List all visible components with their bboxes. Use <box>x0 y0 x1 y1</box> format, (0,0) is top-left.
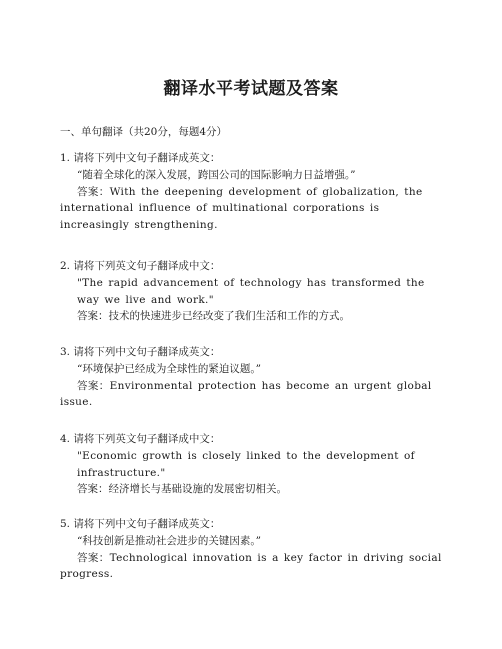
question-4-answer <box>60 481 444 498</box>
question-3-answer <box>60 378 444 412</box>
question-1-answer <box>60 184 444 234</box>
question-2-source: "The rapid advancement of technology has transformed the way we live and work." <box>77 276 425 306</box>
answer-label: 答案： <box>77 551 110 564</box>
question-3 <box>60 344 444 411</box>
question-2-answer <box>60 308 444 325</box>
question-5-source: “科技创新是推动社会进步的关键因素。” <box>77 534 261 547</box>
answer-text: With the deepening development of globalization, the international influence of multinational corporations is increasingly strengthening. <box>60 185 423 232</box>
answer-text: Environmental protection has become an urgent global issue. <box>60 379 432 409</box>
answer-text: 技术的快速进步已经改变了我们生活和工作的方式。 <box>108 310 350 323</box>
answer-label: 答案： <box>77 185 110 198</box>
question-2 <box>60 258 444 325</box>
answer-label: 答案： <box>77 310 109 323</box>
question-3-source: “环境保护已经成为全球性的紧迫议题。” <box>77 362 261 375</box>
answer-label: 答案： <box>77 379 110 392</box>
question-1 <box>60 150 444 234</box>
page-title: 翻译水平考试题及答案 <box>163 79 339 99</box>
question-1-source: “随着全球化的深入发展，跨国公司的国际影响力日益增强。” <box>77 168 356 181</box>
answer-label: 答案： <box>77 483 109 496</box>
question-5 <box>60 516 444 583</box>
question-5-answer <box>60 550 444 584</box>
answer-text: Technological innovation is a key factor in driving social progress. <box>60 551 442 581</box>
question-4 <box>60 431 444 498</box>
answer-text: 经济增长与基础设施的发展密切相关。 <box>108 483 287 496</box>
question-5-header: 5. 请将下列中文句子翻译成英文： <box>60 518 221 530</box>
question-1-header: 1. 请将下列中文句子翻译成英文： <box>60 152 221 164</box>
question-2-header: 2. 请将下列英文句子翻译成中文： <box>60 260 221 272</box>
question-4-source: "Economic growth is closely linked to the development of infrastructure." <box>77 449 415 479</box>
question-4-header: 4. 请将下列英文句子翻译成中文： <box>60 433 221 445</box>
section-heading: 一、单句翻译（共20分，每题4分） <box>60 126 228 138</box>
question-3-header: 3. 请将下列中文句子翻译成英文： <box>60 346 221 358</box>
